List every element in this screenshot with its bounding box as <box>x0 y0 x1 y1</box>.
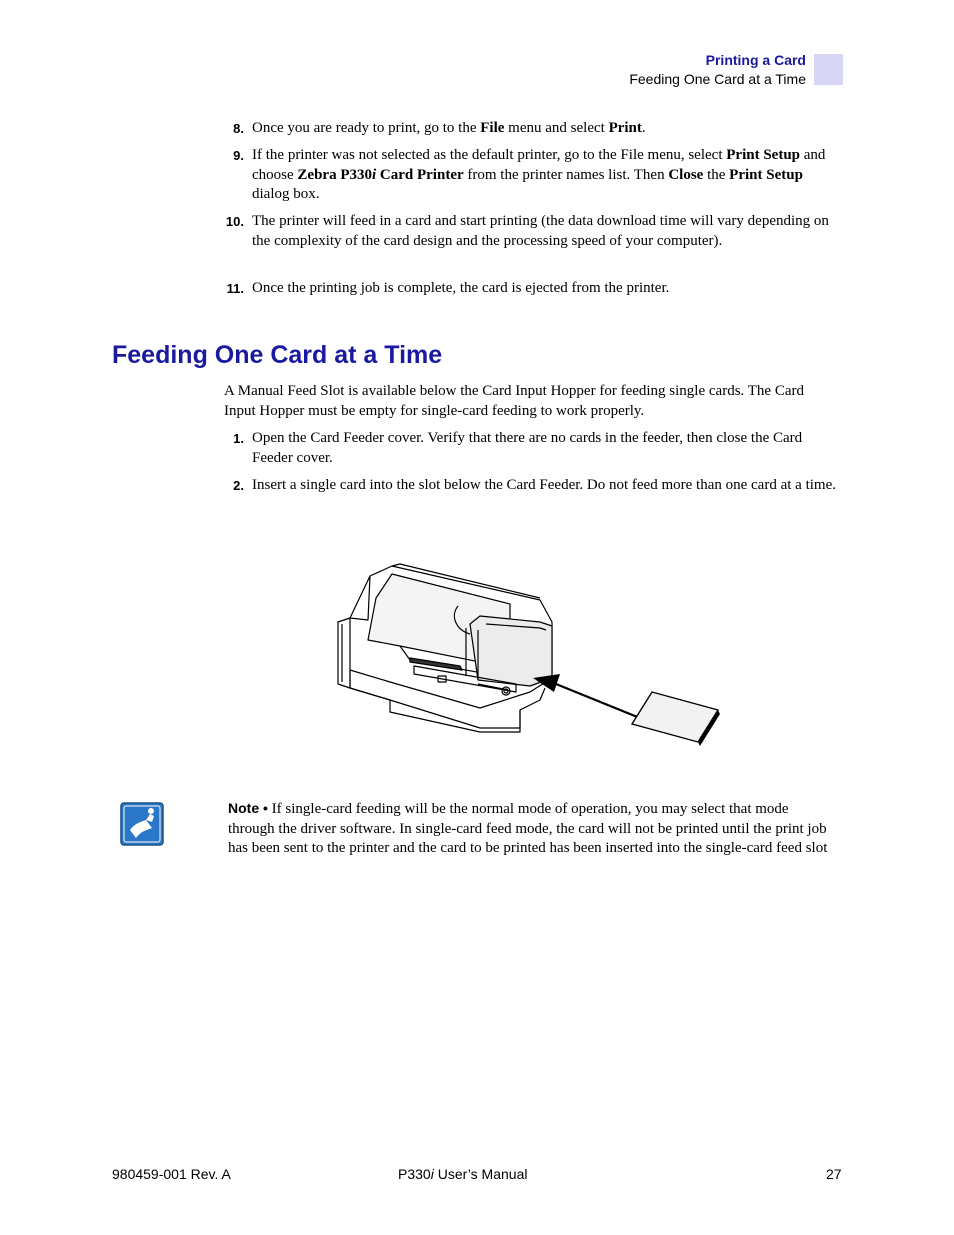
footer-doc-number: 980459-001 Rev. A <box>112 1166 231 1182</box>
running-header-section: Feeding One Card at a Time <box>629 71 806 87</box>
step-number: 8. <box>233 121 244 136</box>
step-number: 1. <box>233 431 244 446</box>
step-number: 9. <box>233 148 244 163</box>
footer-manual-title: P330i User’s Manual <box>398 1166 528 1182</box>
step-text: Once you are ready to print, go to the File menu and select Print. <box>252 120 646 136</box>
note-label: Note • <box>228 800 268 816</box>
step-text: If the printer was not selected as the default printer, go to the File menu, select Print Setup and choose Zebra P330i Card Printer from the printer names list. Then Close the Print Setup dialog box. <box>252 147 826 202</box>
step-number: 2. <box>233 478 244 493</box>
note-icon <box>120 802 164 846</box>
step-text: Open the Card Feeder cover. Verify that there are no cards in the feeder, then close the Card Feeder cover. <box>252 430 803 466</box>
step-text: Insert a single card into the slot below the Card Feeder. Do not feed more than one card at a time. <box>252 477 836 493</box>
note-block <box>228 799 838 859</box>
step-number: 11. <box>226 281 244 296</box>
footer-page-number: 27 <box>826 1166 842 1182</box>
note-text: If single-card feeding will be the normal mode of operation, you may select that mode through the driver software. In single-card feed mode, the card will not be printed until the print job has been sent to the printer and the card to be printed has been inserted into the single-card feed slot <box>228 801 828 856</box>
running-header-chapter: Printing a Card <box>705 52 806 68</box>
intro-paragraph: A Manual Feed Slot is available below the Card Input Hopper for feeding single cards. The Card Input Hopper must be empty for single-card feeding to work properly. <box>224 383 804 419</box>
printer-card-feed-illustration <box>330 560 730 750</box>
step-text: The printer will feed in a card and start printing (the data download time will vary depending on the complexity of the card design and the processing speed of your computer). <box>252 213 829 249</box>
step-text: Once the printing job is complete, the card is ejected from the printer. <box>252 280 670 296</box>
header-tab-marker <box>814 54 843 85</box>
step-number: 10. <box>225 214 244 229</box>
section-heading: Feeding One Card at a Time <box>112 341 443 369</box>
